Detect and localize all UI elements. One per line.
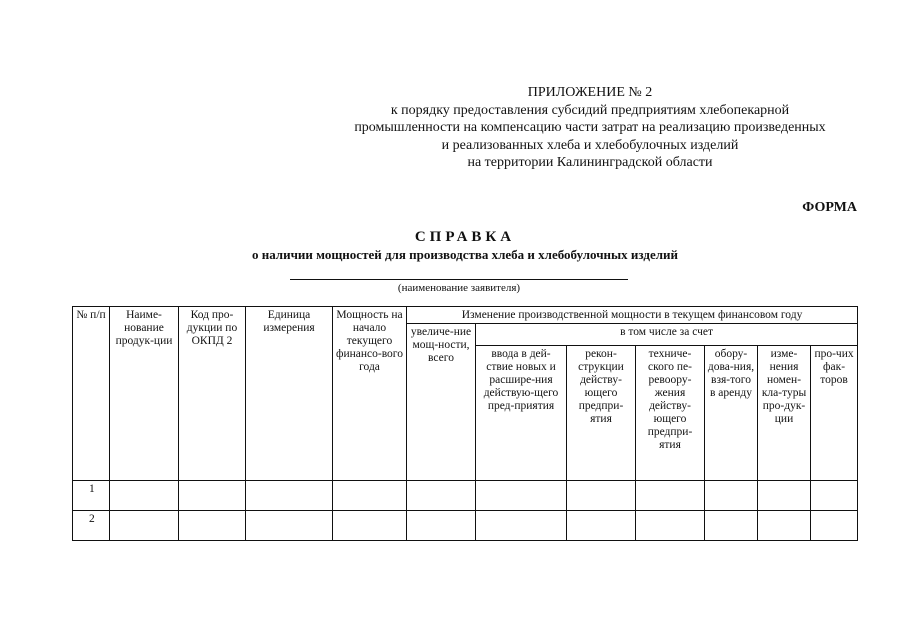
table-cell: [705, 511, 758, 541]
table-cell: [567, 511, 636, 541]
row-number: 1: [73, 481, 110, 511]
applicant-caption: (наименование заявителя): [397, 282, 521, 294]
table-cell: [476, 511, 567, 541]
table-cell: [179, 511, 246, 541]
col-header-capacity-start: Мощность на начало текущего финансо-вого года: [333, 307, 407, 481]
col-header-leased-equipment: обору-дова-ния, взя-того в аренду: [705, 346, 758, 481]
col-header-new-capacity: ввода в дей-ствие новых и расшире-ния действую-щего пред-приятия: [476, 346, 567, 481]
capacity-table: [72, 306, 858, 541]
table-cell: [567, 481, 636, 511]
table-cell: [110, 511, 179, 541]
table-cell: [179, 481, 246, 511]
appendix-line-2: промышленности на компенсацию части затрат на реализацию произведенных: [354, 120, 826, 135]
table-row: [73, 511, 858, 541]
col-header-reconstruction: рекон-струкции действу-ющего предпри-ятия: [567, 346, 636, 481]
table-cell: [407, 481, 476, 511]
col-header-other-factors: про-чих фак-торов: [811, 346, 858, 481]
col-header-product-name: Наиме-нование продук-ции: [110, 307, 179, 481]
table-cell: [758, 511, 811, 541]
table-cell: [705, 481, 758, 511]
table-cell: [476, 481, 567, 511]
table-cell: [110, 481, 179, 511]
table-cell: [811, 481, 858, 511]
col-header-capacity-change: Изменение производственной мощности в текущем финансовом году: [407, 307, 858, 324]
col-header-increase-total: увеличе-ние мощ-ности, всего: [407, 324, 476, 481]
table-cell: [333, 481, 407, 511]
table-cell: [407, 511, 476, 541]
appendix-header: [330, 84, 850, 172]
table-cell: [636, 511, 705, 541]
col-header-including: в том числе за счет: [476, 324, 858, 346]
appendix-title: ПРИЛОЖЕНИЕ № 2: [527, 85, 653, 100]
row-number: 2: [73, 511, 110, 541]
col-header-unit: Единица измерения: [246, 307, 333, 481]
document-subtitle: о наличии мощностей для производства хлеба и хлебобулочных изделий: [251, 247, 679, 262]
col-header-nomenclature-change: изме-нения номен-кла-туры про-дук-ции: [758, 346, 811, 481]
col-header-num: № п/п: [73, 307, 110, 481]
table-cell: [333, 511, 407, 541]
appendix-line-1: к порядку предоставления субсидий предприятиям хлебопекарной: [390, 102, 790, 118]
col-header-tech-reequipment: техниче-ского пе-ревоору-жения действу-ющего предпри-ятия: [636, 346, 705, 481]
table-cell: [758, 481, 811, 511]
document-title: СПРАВКА: [414, 229, 516, 245]
table-cell: [246, 511, 333, 541]
forma-label: ФОРМА: [802, 200, 857, 215]
appendix-line-4: на территории Калининградской области: [467, 155, 713, 170]
appendix-line-3: и реализованных хлеба и хлебобулочных изделий: [441, 137, 739, 153]
table-cell: [811, 511, 858, 541]
col-header-okpd-code: Код про-дукции по ОКПД 2: [179, 307, 246, 481]
table-cell: [636, 481, 705, 511]
table-cell: [246, 481, 333, 511]
table-row: [73, 481, 858, 511]
applicant-name-line: [290, 279, 628, 280]
